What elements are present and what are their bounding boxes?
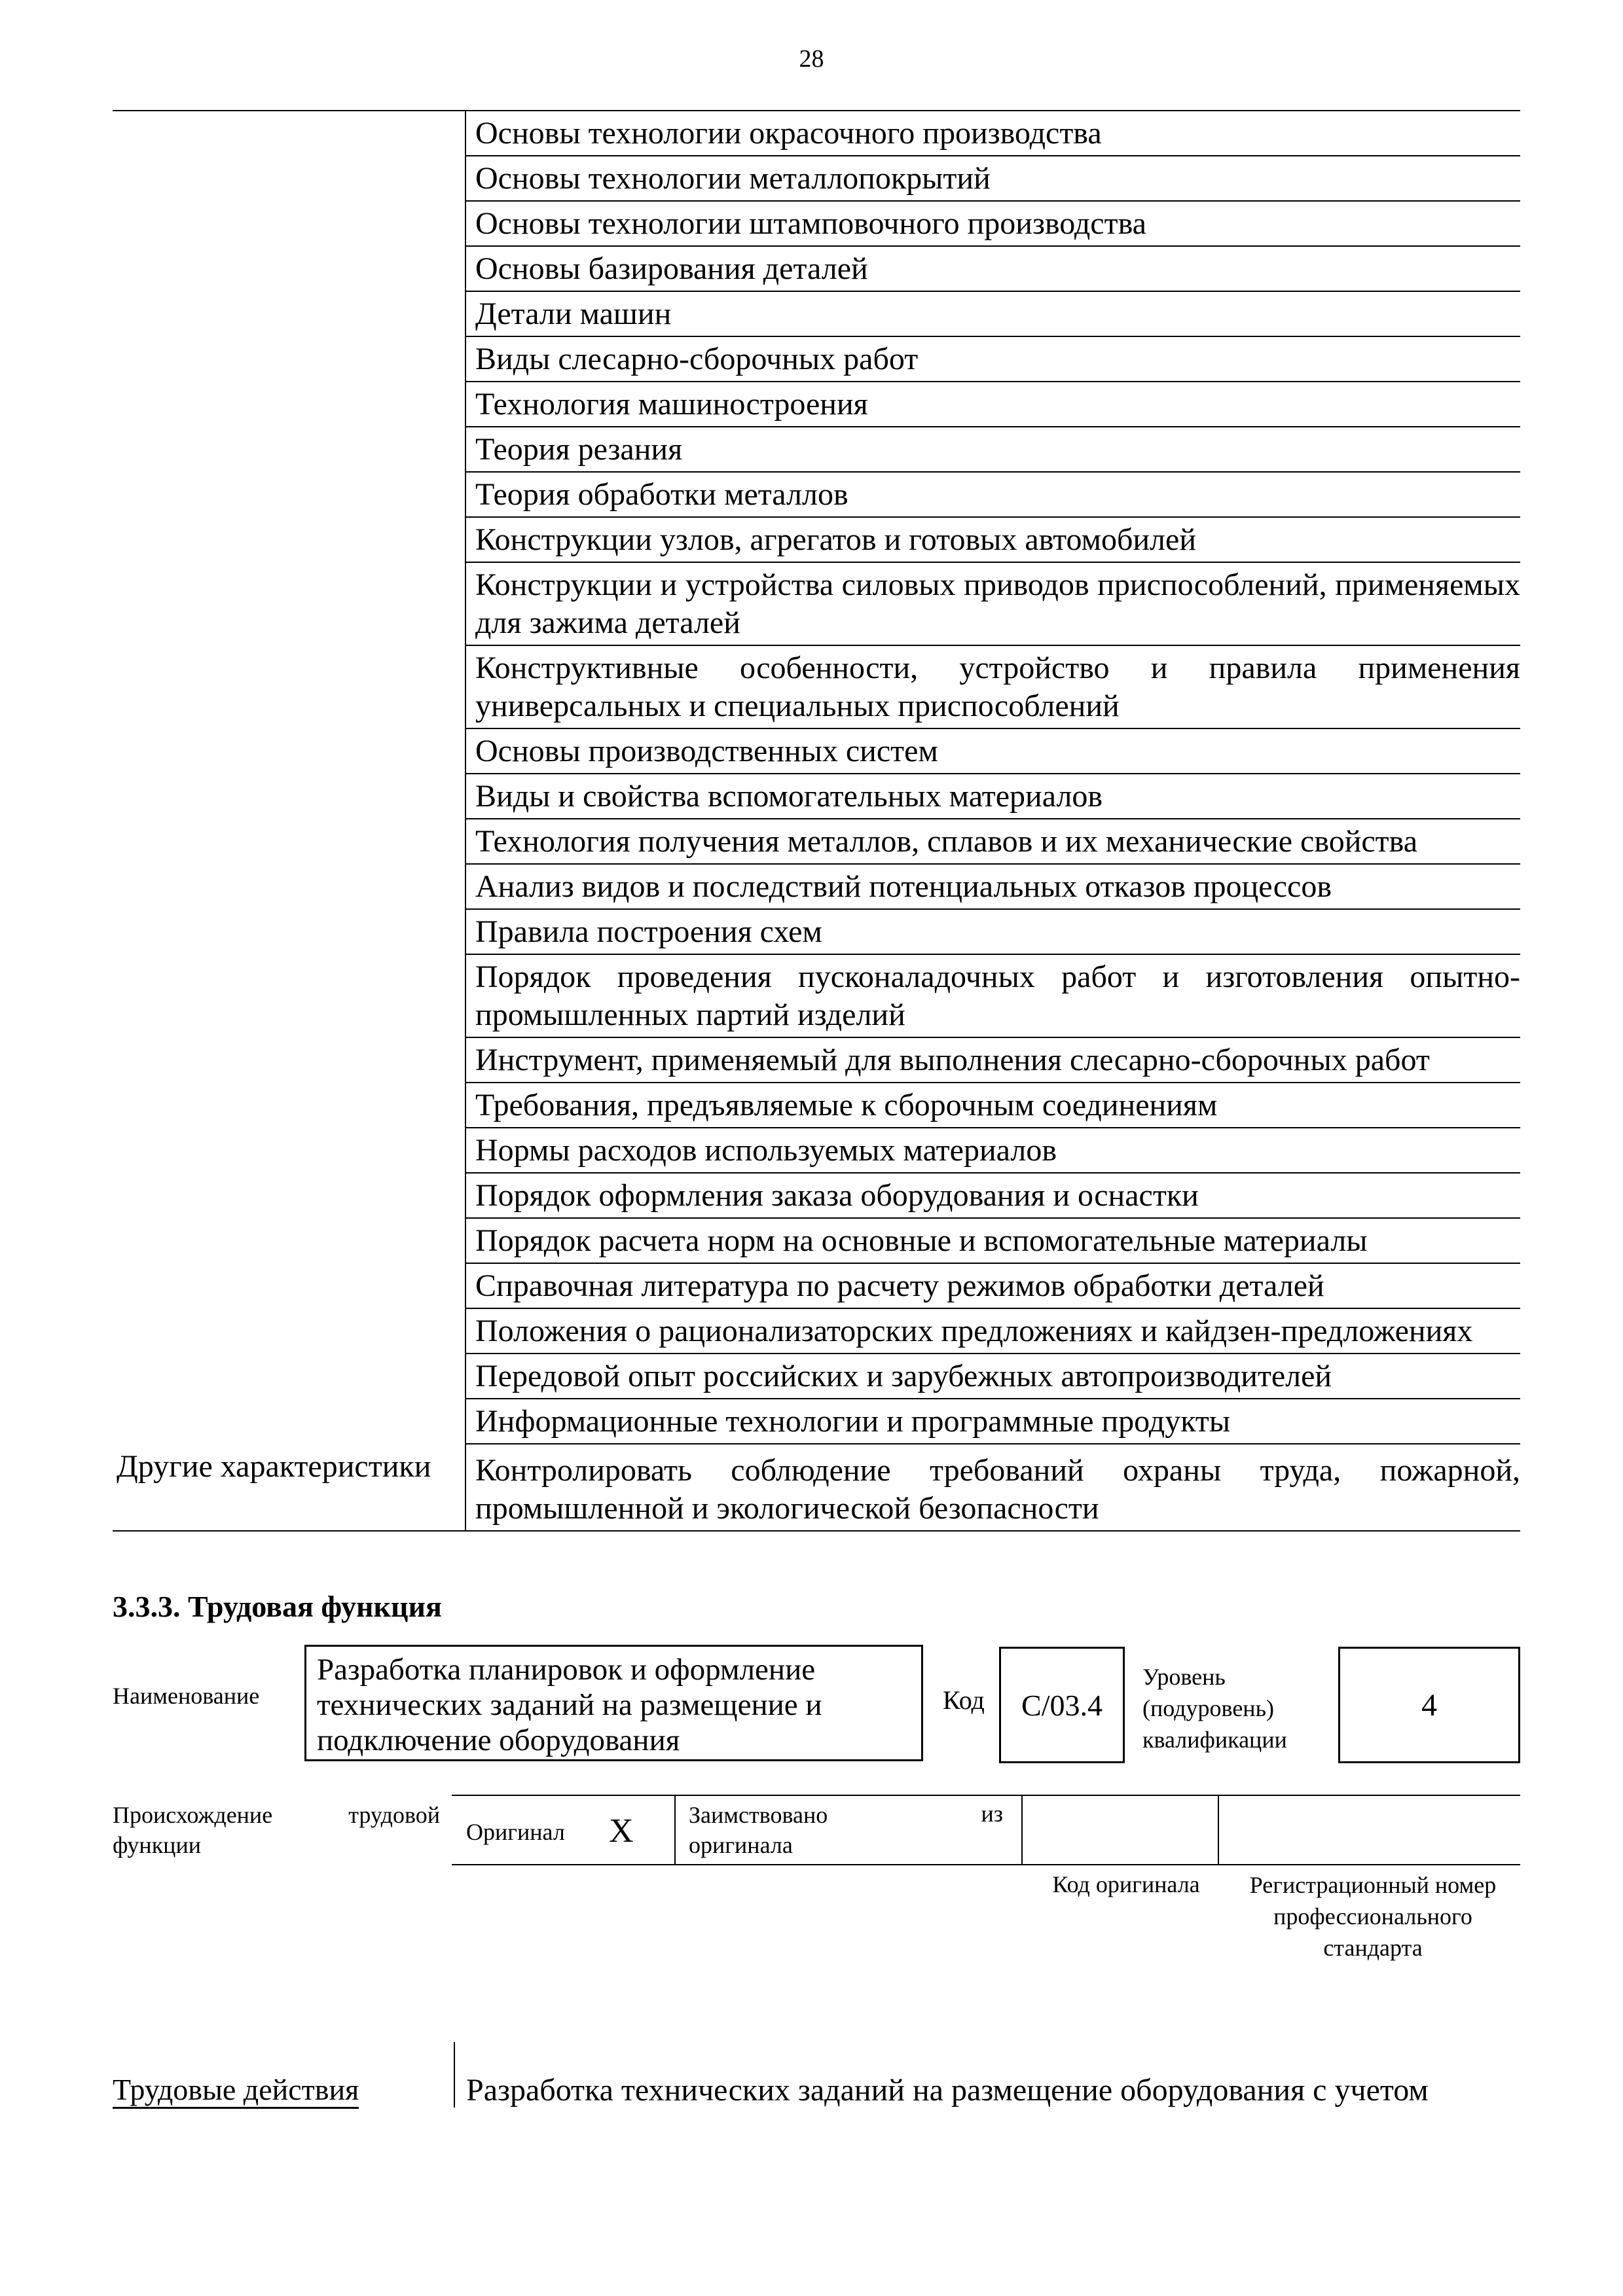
function-name-box: Разработка планировок и оформление технических заданий на размещение и подключение оборудования	[304, 1645, 923, 1761]
knowledge-item-text: Виды и свойства вспомогательных материалов	[475, 779, 1103, 814]
level-box: 4	[1338, 1647, 1520, 1763]
knowledge-item	[465, 156, 1520, 201]
knowledge-row	[113, 156, 1520, 201]
knowledge-item-text: Порядок оформления заказа оборудования и оснастки	[475, 1178, 1199, 1213]
knowledge-left-cell	[113, 645, 465, 728]
knowledge-row	[113, 1128, 1520, 1173]
knowledge-row	[113, 909, 1520, 954]
knowledge-item-text: Конструкции и устройства силовых приводов приспособлений, применяемых для зажима деталей	[475, 567, 1520, 640]
knowledge-item-text: Анализ видов и последствий потенциальных отказов процессов	[475, 869, 1332, 904]
origin-word-1: Происхождение	[113, 1802, 273, 1828]
knowledge-item-text: Основы базирования деталей	[475, 251, 868, 286]
knowledge-left-cell	[113, 382, 465, 427]
level-label-line-1: Уровень	[1142, 1664, 1226, 1690]
knowledge-left-cell	[113, 111, 465, 156]
knowledge-row	[113, 517, 1520, 562]
knowledge-item	[465, 954, 1520, 1037]
knowledge-row	[113, 1037, 1520, 1083]
borrowed-iz: из	[981, 1801, 1003, 1827]
knowledge-row	[113, 774, 1520, 819]
knowledge-item-text: Положения о рационализаторских предложениях и кайдзен-предложениях	[475, 1314, 1473, 1348]
knowledge-left-cell	[113, 427, 465, 472]
origin-word-2: трудовой	[348, 1802, 440, 1828]
knowledge-table	[113, 110, 1520, 1532]
original-cell	[452, 1796, 674, 1864]
knowledge-item	[465, 1083, 1520, 1128]
registration-caption: Регистрационный номер профессионального стандарта	[1249, 1872, 1497, 1961]
knowledge-item	[465, 1173, 1520, 1218]
borrowed-label	[689, 1800, 828, 1860]
knowledge-row	[113, 1263, 1520, 1308]
knowledge-row	[113, 562, 1520, 645]
knowledge-row	[113, 954, 1520, 1037]
section-heading: 3.3.3. Трудовая функция	[113, 1590, 442, 1623]
other-text: Контролировать соблюдение требований охраны труда, пожарной, промышленной и экологической безопасности	[475, 1453, 1520, 1526]
knowledge-item-text: Инструмент, применяемый для выполнения слесарно-сборочных работ	[475, 1043, 1430, 1077]
original-label: Оригинал	[466, 1819, 565, 1845]
knowledge-item-text: Теория обработки металлов	[475, 477, 848, 512]
knowledge-item-text: Требования, предъявляемые к сборочным соединениям	[475, 1088, 1218, 1122]
function-code-box: С/03.4	[999, 1647, 1125, 1763]
knowledge-left-cell	[113, 1308, 465, 1354]
knowledge-item	[465, 472, 1520, 517]
knowledge-item-text: Основы технологии штамповочного производства	[475, 206, 1146, 241]
knowledge-row	[113, 472, 1520, 517]
knowledge-item-text: Передовой опыт российских и зарубежных автопроизводителей	[475, 1359, 1332, 1393]
knowledge-item	[465, 562, 1520, 645]
knowledge-item-text: Виды слесарно-сборочных работ	[475, 342, 919, 376]
knowledge-item	[465, 1354, 1520, 1399]
knowledge-item	[465, 111, 1520, 156]
knowledge-left-cell	[113, 472, 465, 517]
knowledge-item	[465, 1037, 1520, 1083]
knowledge-left-cell	[113, 864, 465, 909]
knowledge-left-cell	[113, 156, 465, 201]
knowledge-row	[113, 819, 1520, 864]
knowledge-left-cell	[113, 1218, 465, 1263]
knowledge-row	[113, 1083, 1520, 1128]
knowledge-item	[465, 819, 1520, 864]
name-label: Наименование	[113, 1683, 260, 1709]
knowledge-item	[465, 246, 1520, 291]
knowledge-item	[465, 201, 1520, 246]
knowledge-body	[113, 111, 1520, 1444]
other-characteristics-label	[113, 1444, 465, 1531]
knowledge-item	[465, 728, 1520, 774]
knowledge-left-cell	[113, 1083, 465, 1128]
knowledge-row	[113, 246, 1520, 291]
knowledge-item	[465, 1399, 1520, 1444]
knowledge-left-cell	[113, 1399, 465, 1444]
knowledge-item	[465, 336, 1520, 382]
knowledge-item	[465, 291, 1520, 336]
borrowed-label-line-2: оригинала	[689, 1832, 793, 1858]
knowledge-left-cell	[113, 774, 465, 819]
knowledge-left-cell	[113, 246, 465, 291]
origin-label-line-2: функции	[113, 1832, 201, 1858]
actions-label: Трудовые действия	[113, 2072, 359, 2109]
knowledge-left-cell	[113, 1128, 465, 1173]
level-label	[1142, 1661, 1287, 1755]
borrowed-label-line-1: Заимствовано	[689, 1802, 828, 1828]
knowledge-item	[465, 1218, 1520, 1263]
knowledge-item-text: Основы технологии окрасочного производства	[475, 116, 1102, 151]
knowledge-left-cell	[113, 336, 465, 382]
other-characteristics-row	[113, 1444, 1520, 1531]
knowledge-item-text: Конструктивные особенности, устройство и правила применения универсальных и специальных приспособлений	[475, 651, 1520, 723]
other-characteristics-text	[465, 1444, 1520, 1531]
level-label-line-2: (подуровень)	[1142, 1695, 1274, 1721]
code-caption: Код оригинала	[1052, 1871, 1200, 1897]
knowledge-row	[113, 864, 1520, 909]
knowledge-row	[113, 1173, 1520, 1218]
knowledge-item	[465, 1308, 1520, 1354]
knowledge-item	[465, 774, 1520, 819]
knowledge-left-cell	[113, 728, 465, 774]
knowledge-item	[465, 864, 1520, 909]
knowledge-left-cell	[113, 954, 465, 1037]
knowledge-item	[465, 427, 1520, 472]
level-label-line-3: квалификации	[1142, 1727, 1287, 1753]
knowledge-item-text: Информационные технологии и программные продукты	[475, 1404, 1231, 1439]
knowledge-left-cell	[113, 1354, 465, 1399]
knowledge-row	[113, 728, 1520, 774]
knowledge-item	[465, 909, 1520, 954]
knowledge-item-text: Правила построения схем	[475, 914, 822, 949]
knowledge-item-text: Технология получения металлов, сплавов и их механические свойства	[475, 824, 1417, 859]
knowledge-row	[113, 336, 1520, 382]
knowledge-item-text: Теория резания	[475, 432, 683, 467]
knowledge-item	[465, 1263, 1520, 1308]
registration-number-cell	[1218, 1796, 1522, 1864]
knowledge-row	[113, 1399, 1520, 1444]
knowledge-item-text: Порядок расчета норм на основные и вспомогательные материалы	[475, 1223, 1368, 1258]
knowledge-item	[465, 1128, 1520, 1173]
knowledge-left-cell	[113, 1173, 465, 1218]
knowledge-left-cell	[113, 909, 465, 954]
knowledge-item	[465, 645, 1520, 728]
origin-label	[113, 1800, 440, 1860]
knowledge-row	[113, 645, 1520, 728]
actions-text: Разработка технических заданий на размещение оборудования с учетом	[466, 2073, 1429, 2108]
knowledge-row	[113, 111, 1520, 156]
borrowed-cell	[674, 1796, 1023, 1864]
knowledge-item-text: Нормы расходов используемых материалов	[475, 1133, 1057, 1168]
knowledge-item	[465, 517, 1520, 562]
code-label: Код	[943, 1685, 985, 1715]
knowledge-item-text: Справочная литература по расчету режимов обработки деталей	[475, 1268, 1324, 1303]
origin-table	[452, 1795, 1520, 1865]
knowledge-left-cell	[113, 1263, 465, 1308]
knowledge-item-text: Основы производственных систем	[475, 734, 938, 768]
original-mark: X	[609, 1812, 634, 1850]
knowledge-left-cell	[113, 291, 465, 336]
knowledge-row	[113, 1218, 1520, 1263]
page-number: 28	[799, 45, 824, 73]
knowledge-row	[113, 291, 1520, 336]
knowledge-item-text: Конструкции узлов, агрегатов и готовых автомобилей	[475, 522, 1196, 557]
knowledge-left-cell	[113, 517, 465, 562]
actions-divider	[454, 2042, 455, 2108]
knowledge-left-cell	[113, 1037, 465, 1083]
original-code-cell	[1021, 1796, 1219, 1864]
knowledge-row	[113, 382, 1520, 427]
other-label-text: Другие характеристики	[117, 1449, 431, 1484]
knowledge-row	[113, 201, 1520, 246]
knowledge-item-text: Технология машиностроения	[475, 387, 868, 422]
knowledge-row	[113, 1354, 1520, 1399]
knowledge-item-text: Детали машин	[475, 296, 672, 331]
knowledge-item-text: Порядок проведения пусконаладочных работ и изготовления опытно-промышленных партий изделий	[475, 960, 1520, 1032]
knowledge-item	[465, 382, 1520, 427]
knowledge-left-cell	[113, 201, 465, 246]
knowledge-item-text: Основы технологии металлопокрытий	[475, 161, 991, 196]
knowledge-row	[113, 1308, 1520, 1354]
knowledge-row	[113, 427, 1520, 472]
knowledge-left-cell	[113, 819, 465, 864]
knowledge-left-cell	[113, 562, 465, 645]
origin-label-line-1	[113, 1800, 440, 1830]
